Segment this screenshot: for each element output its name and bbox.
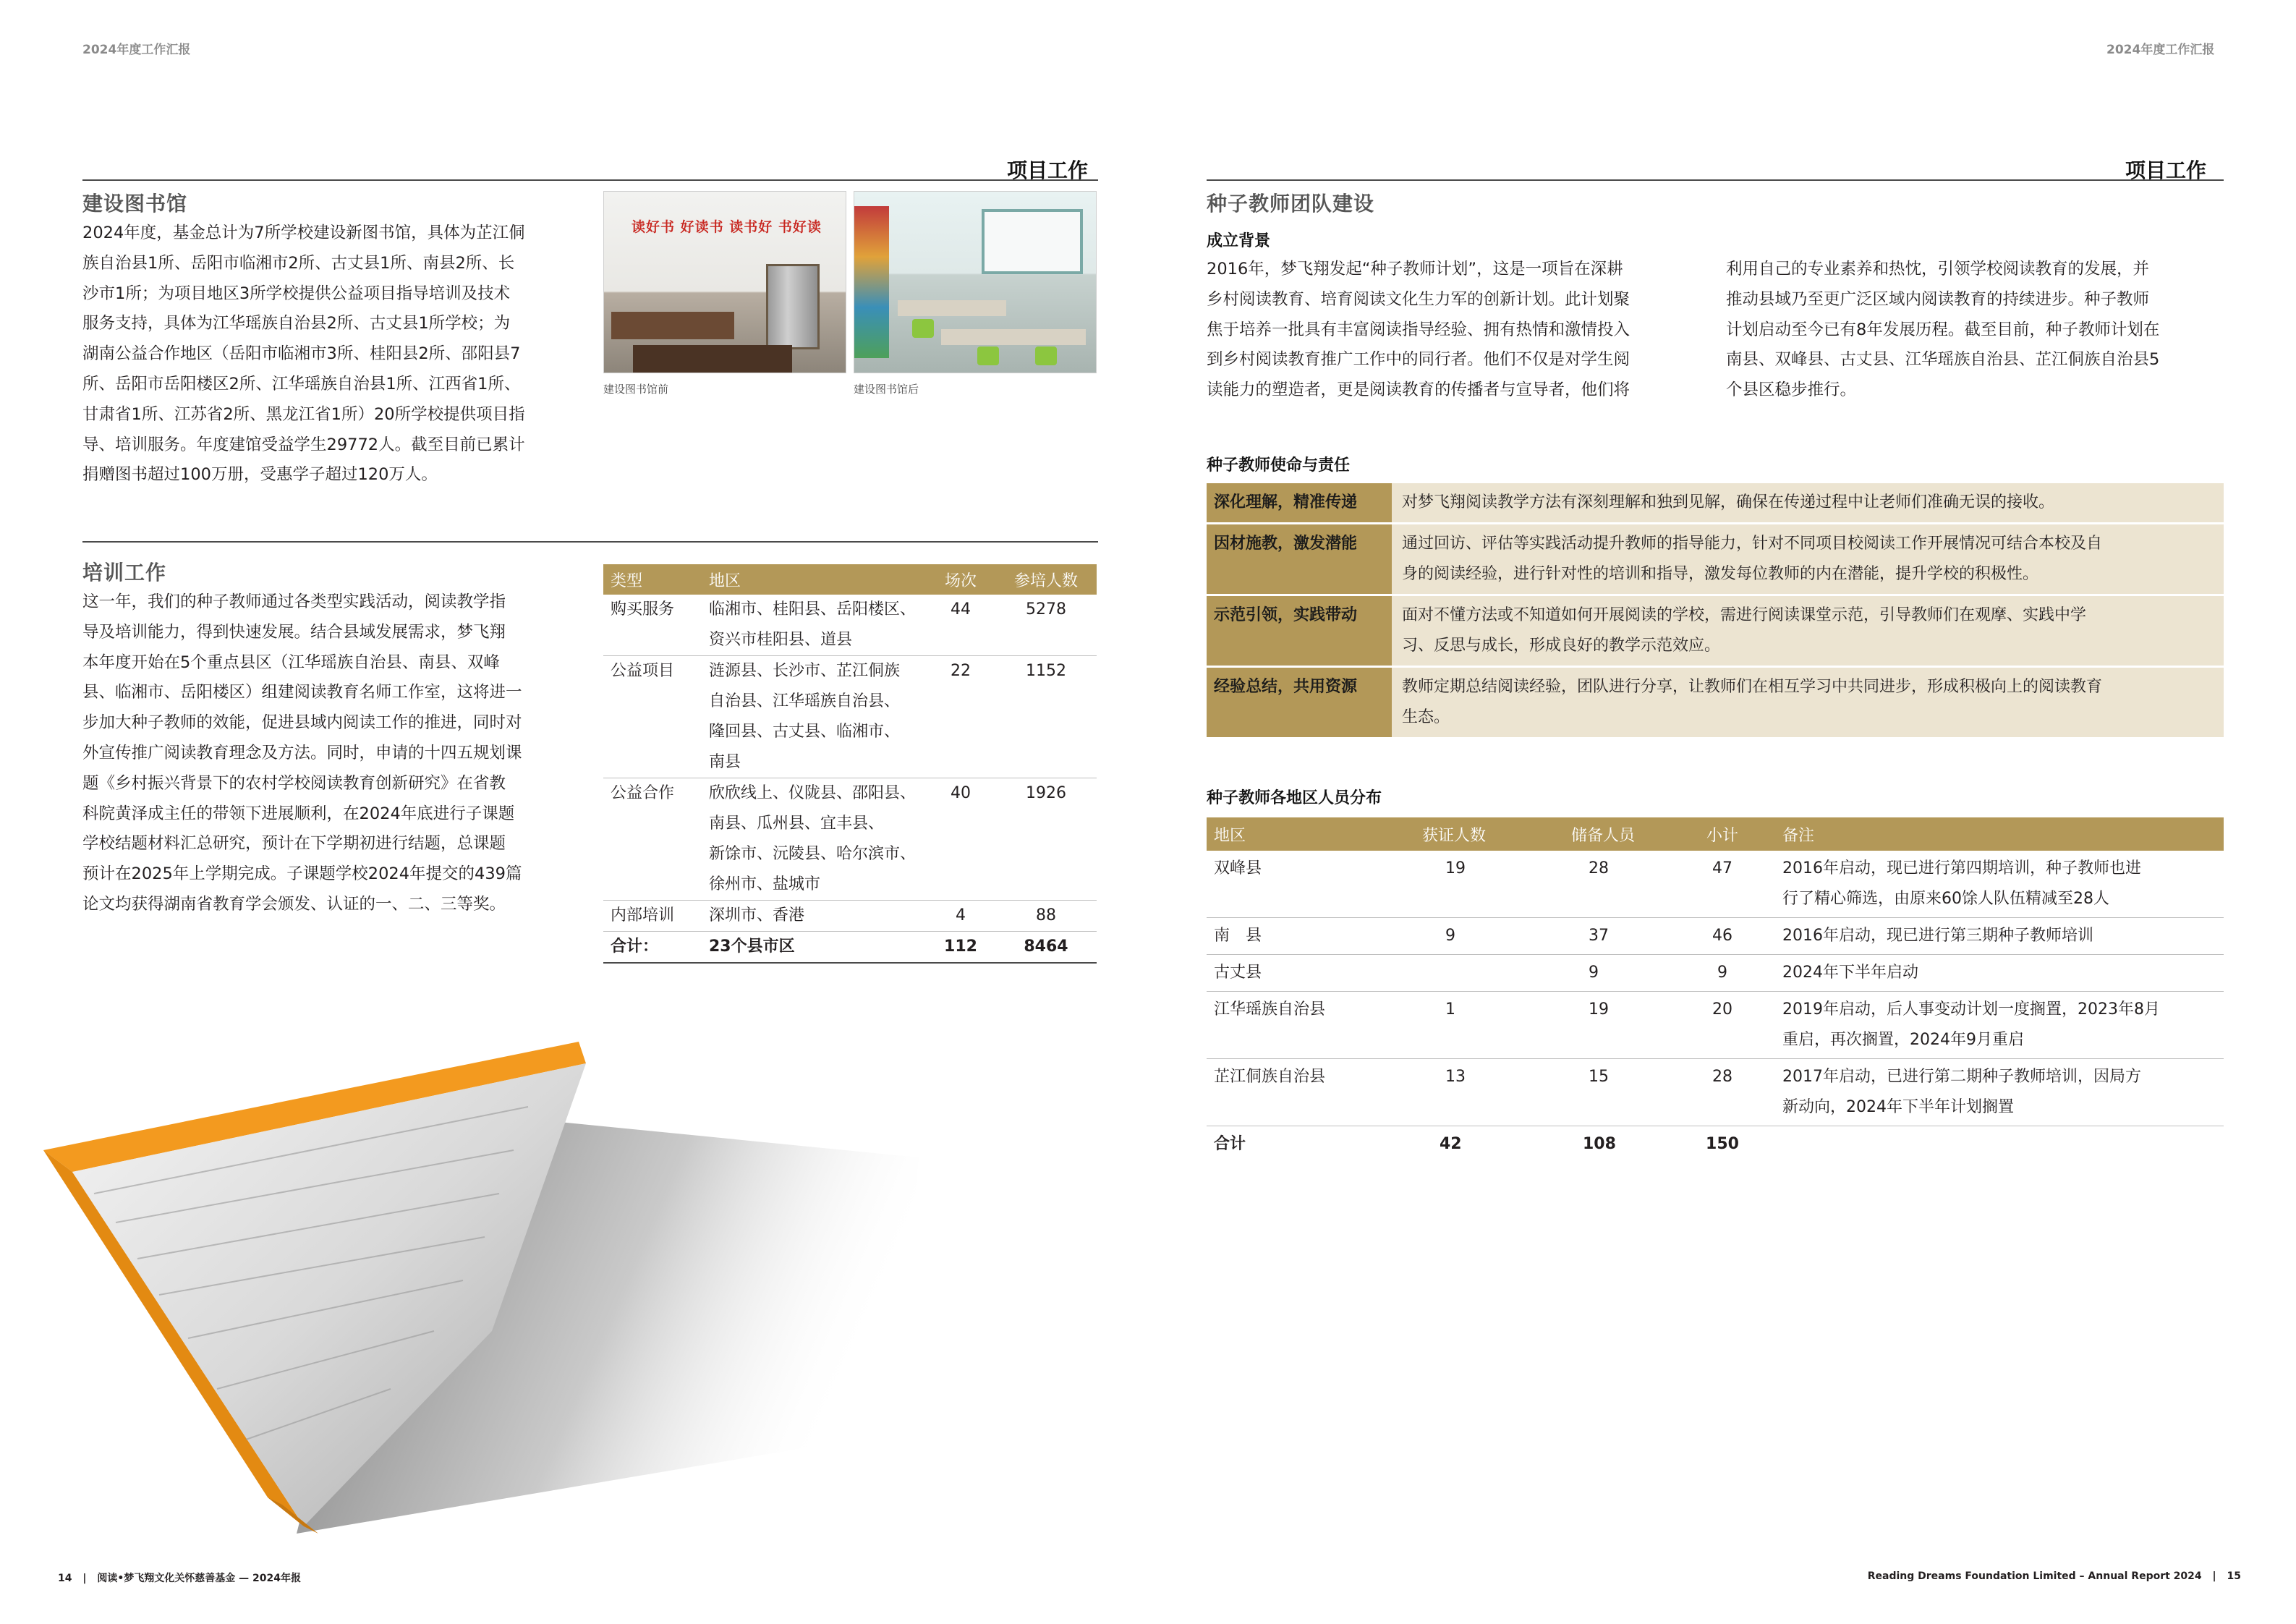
- table-header-row: [603, 564, 1097, 595]
- note-line: 2019年启动，后人事变动计划一度搁置，2023年8月: [1782, 1000, 2160, 1019]
- mission-desc: [1392, 667, 2224, 739]
- cell-sessions: 40: [926, 778, 995, 901]
- total-sessions: 112: [926, 932, 995, 964]
- text-line: 外宣传推广阅读教育理念及方法。同时，申请的十四五规划课: [82, 743, 522, 762]
- library-after-photo: [854, 191, 1097, 373]
- cell-subtotal: 47: [1677, 851, 1768, 918]
- divider-right-top: [1207, 179, 2224, 181]
- distribution-label: 种子教师各地区人员分布: [1207, 789, 1382, 807]
- text-line: 焦于培养一批具有丰富阅读指导经验、拥有热情和激情投入: [1207, 320, 1630, 339]
- text-line: 族自治县1所、岳阳市临湘市2所、古丈县1所、南县2所、长: [82, 253, 515, 273]
- region-line: 深圳市、香港: [709, 906, 805, 924]
- total-subtotal: 150: [1706, 1135, 1739, 1153]
- background-paragraph-col2: [1726, 255, 2225, 406]
- text-line: 捐赠图书超过100万册，受惠学子超过120万人。: [82, 465, 438, 485]
- text-line: 2024年度，基金总计为7所学校建设新图书馆，具体为芷江侗: [82, 224, 525, 242]
- table-total-row: [603, 932, 1097, 964]
- cell-region: [702, 901, 926, 932]
- mission-desc: [1392, 524, 2224, 595]
- training-table: [603, 564, 1097, 964]
- table-row: [1207, 851, 2224, 918]
- region-line: 涟源县、长沙市、芷江侗族: [709, 662, 901, 680]
- photo-caption-before: 建设图书馆前: [603, 383, 669, 396]
- cell-region: 芷江侗族自治县: [1207, 1059, 1393, 1126]
- text-line: 利用自己的专业素养和热忱，引领学校阅读教育的发展，并: [1726, 260, 2150, 279]
- text-line: 本年度开始在5个重点县区（江华瑶族自治县、南县、双峰: [82, 652, 500, 672]
- footer-right: [1868, 1570, 2241, 1582]
- footer-separator: |: [82, 1573, 87, 1584]
- footer-right-text: Reading Dreams Foundation Limited – Annual Report 2024: [1867, 1570, 2202, 1582]
- wall-slogan: 读好书 好读书 读书好 书好读: [632, 219, 822, 235]
- page-number-right: 15: [2227, 1570, 2241, 1582]
- text-line: 沙市1所；为项目地区3所学校提供公益项目指导培训及技术: [82, 284, 511, 303]
- column-header: 类型: [603, 564, 702, 595]
- table-row: [1207, 992, 2224, 1059]
- text-line: 县、临湘市、岳阳楼区）组建阅读教育名师工作室，这将进一: [82, 683, 522, 702]
- new-desk: [941, 329, 1086, 345]
- total-certified: 42: [1440, 1135, 1462, 1153]
- mission-row: [1207, 595, 2224, 667]
- divider-left-middle: [82, 541, 1098, 543]
- cell-region: 古丈县: [1207, 955, 1393, 992]
- cell-people: 1926: [995, 778, 1097, 901]
- cell-subtotal: 46: [1677, 918, 1768, 955]
- table-row: [1207, 1059, 2224, 1126]
- text-line: 所、岳阳市岳阳楼区2所、江华瑶族自治县1所、江西省1所、: [82, 374, 521, 394]
- cell-note: [1768, 851, 2224, 918]
- text-line: 题《乡村振兴背景下的农村学校阅读教育创新研究》在省教: [82, 773, 506, 793]
- mission-desc-line: 生态。: [1402, 708, 1450, 726]
- region-line: 欣欣线上、仪陇县、邵阳县、: [709, 784, 917, 802]
- page-number-left: 14: [58, 1573, 72, 1584]
- note-line: 2017年启动，已进行第二期种子教师培训，因局方: [1782, 1068, 2141, 1086]
- note-line: 2024年下半年启动: [1782, 964, 1918, 982]
- mission-desc: [1392, 595, 2224, 667]
- region-line: 隆回县、古丈县、临湘市、: [709, 723, 901, 741]
- column-header: 获证人数: [1393, 817, 1535, 851]
- total-region: 合计: [1214, 1135, 1246, 1153]
- mission-row: [1207, 667, 2224, 739]
- cell-reserve: 15: [1535, 1059, 1677, 1126]
- text-line: 到乡村阅读教育推广工作中的同行者。他们不仅是对学生阅: [1207, 350, 1630, 370]
- cell-reserve: 19: [1535, 992, 1677, 1059]
- table-row: [603, 778, 1097, 901]
- cell-certified: 13: [1393, 1059, 1535, 1126]
- text-line: 甘肃省1所、江苏省2所、黑龙江省1所）20所学校提供项目指: [82, 404, 525, 424]
- cell-reserve: 9: [1535, 955, 1677, 992]
- column-header: 备注: [1768, 817, 2224, 851]
- cell-type: 公益合作: [603, 778, 702, 901]
- text-line: 读能力的塑造者，更是阅读教育的传播者与宣导者，他们将: [1207, 381, 1630, 400]
- region-line: 自治县、江华瑶族自治县、: [709, 692, 901, 710]
- note-line: 重启，再次搁置，2024年9月重启: [1782, 1031, 2024, 1049]
- note-line: 2016年启动，现已进行第三期种子教师培训: [1782, 927, 2093, 945]
- mission-desc-line: 面对不懂方法或不知道如何开展阅读的学校，需进行阅读课堂示范，引导教师们在观摩、实践中学: [1402, 606, 2087, 624]
- mission-desc: [1392, 483, 2224, 524]
- mission-desc-line: 习、反思与成长，形成良好的教学示范效应。: [1402, 637, 1721, 655]
- footer-left: [58, 1570, 301, 1585]
- training-paragraph: [82, 587, 582, 920]
- mission-row: [1207, 483, 2224, 524]
- mission-label: 因材施教，激发潜能: [1207, 524, 1392, 595]
- divider-left-top: [82, 179, 1098, 181]
- region-line: 资兴市桂阳县、道县: [709, 631, 853, 649]
- cell-subtotal: 20: [1677, 992, 1768, 1059]
- cell-note: [1768, 955, 2224, 992]
- mission-desc-line: 通过回访、评估等实践活动提升教师的指导能力，针对不同项目校阅读工作开展情况可结合本校及自: [1402, 535, 2103, 553]
- cell-people: 5278: [995, 595, 1097, 656]
- footer-separator: |: [2212, 1570, 2216, 1582]
- cell-people: 1152: [995, 656, 1097, 778]
- running-header-left: 2024年度工作汇报: [82, 43, 191, 57]
- region-line: 新馀市、沅陵县、哈尔滨市、: [709, 845, 917, 863]
- total-region: 23个县市区: [702, 932, 926, 964]
- section-heading-right: 项目工作: [2125, 158, 2207, 182]
- text-line: 科院黄泽成主任的带领下进展顺利，在2024年底进行子课题: [82, 804, 515, 823]
- cell-people: 88: [995, 901, 1097, 932]
- cell-certified: 9: [1393, 918, 1535, 955]
- background-paragraph-col1: [1207, 255, 1706, 406]
- mission-label: 经验总结，共用资源: [1207, 667, 1392, 739]
- old-desk: [611, 312, 734, 339]
- cell-region: [702, 778, 926, 901]
- text-line: 学校结题材料汇总研究，预计在下学期初进行结题，总课题: [82, 834, 506, 854]
- mission-desc-line: 身的阅读经验，进行针对性的培训和指导，激发每位教师的内在潜能，提升学校的积极性。: [1402, 565, 2039, 583]
- column-header: 参培人数: [995, 564, 1097, 595]
- mission-desc-line: 对梦飞翔阅读教学方法有深刻理解和独到见解，确保在传递过程中让老师们准确无误的接收。: [1402, 493, 2055, 511]
- region-line: 南县: [709, 753, 741, 771]
- mission-label: 深化理解，精准传递: [1207, 483, 1392, 524]
- seed-teacher-title: 种子教师团队建设: [1207, 192, 1375, 216]
- cell-note: [1768, 992, 2224, 1059]
- text-line: 个县区稳步推行。: [1726, 381, 1857, 400]
- cell-subtotal: 9: [1677, 955, 1768, 992]
- library-title: 建设图书馆: [82, 192, 188, 216]
- note-line: 新动向，2024年下半年计划搁置: [1782, 1098, 2014, 1116]
- cell-certified: 1: [1393, 992, 1535, 1059]
- text-line: 乡村阅读教育、培育阅读文化生力军的创新计划。此计划聚: [1207, 289, 1630, 309]
- cell-sessions: 4: [926, 901, 995, 932]
- cell-region: 南 县: [1207, 918, 1393, 955]
- cell-type: 内部培训: [603, 901, 702, 932]
- cell-region: 江华瑶族自治县: [1207, 992, 1393, 1059]
- old-desk: [633, 345, 792, 373]
- book-illustration: [29, 1027, 926, 1548]
- cell-certified: 19: [1393, 851, 1535, 918]
- chair: [1035, 347, 1057, 365]
- cell-type: 公益项目: [603, 656, 702, 778]
- new-desk: [898, 300, 1006, 316]
- text-line: 湖南公益合作地区（岳阳市临湘市3所、桂阳县2所、邵阳县7: [82, 344, 521, 364]
- mission-row: [1207, 524, 2224, 595]
- text-line: 2016年，梦飞翔发起“种子教师计划”，这是一项旨在深耕: [1207, 260, 1623, 279]
- background-label: 成立背景: [1207, 232, 1271, 250]
- total-note: [1768, 1126, 2224, 1163]
- column-header: 地区: [702, 564, 926, 595]
- region-line: 南县、瓜州县、宜丰县、: [709, 815, 885, 833]
- total-label: 合计：: [603, 932, 702, 964]
- table-row: [603, 901, 1097, 932]
- bookshelf: [854, 206, 889, 358]
- mission-table: [1207, 483, 2224, 739]
- column-header: 场次: [926, 564, 995, 595]
- cell-region: 双峰县: [1207, 851, 1393, 918]
- cell-reserve: 37: [1535, 918, 1677, 955]
- region-line: 徐州市、盐城市: [709, 875, 821, 893]
- text-line: 导、培训服务。年度建馆受益学生29772人。截至目前已累计: [82, 435, 525, 454]
- table-header-row: [1207, 817, 2224, 851]
- cell-subtotal: 28: [1677, 1059, 1768, 1126]
- library-paragraph: [82, 218, 582, 490]
- text-line: 南县、双峰县、古丈县、江华瑶族自治县、芷江侗族自治县5: [1726, 350, 2160, 370]
- training-title: 培训工作: [82, 561, 167, 584]
- note-line: 2016年启动，现已进行第四期培训，种子教师也进: [1782, 859, 2141, 877]
- text-line: 步加大种子教师的效能，促进县域内阅读工作的推进，同时对: [82, 713, 522, 733]
- table-row: [1207, 955, 2224, 992]
- text-line: 这一年，我们的种子教师通过各类型实践活动，阅读教学指: [82, 592, 506, 611]
- table-total-row: [1207, 1126, 2224, 1163]
- cell-type: 购买服务: [603, 595, 702, 656]
- footer-left-text: 阅读•梦飞翔文化关怀慈善基金 — 2024年报: [97, 1573, 302, 1584]
- text-line: 预计在2025年上学期完成。子课题学校2024年提交的439篇: [82, 864, 522, 884]
- window: [982, 209, 1083, 274]
- cell-reserve: 28: [1535, 851, 1677, 918]
- chair: [977, 347, 999, 365]
- door: [766, 264, 820, 349]
- cell-sessions: 44: [926, 595, 995, 656]
- mission-label: 示范引领，实践带动: [1207, 595, 1392, 667]
- library-before-photo: [603, 191, 846, 373]
- table-row: [1207, 918, 2224, 955]
- note-line: 行了精心筛选，由原来60馀人队伍精减至28人: [1782, 890, 2109, 908]
- column-header: 储备人员: [1535, 817, 1677, 851]
- cell-note: [1768, 918, 2224, 955]
- cell-note: [1768, 1059, 2224, 1126]
- cell-region: [702, 656, 926, 778]
- text-line: 导及培训能力，得到快速发展。结合县域发展需求，梦飞翔: [82, 622, 506, 642]
- section-heading-left: 项目工作: [1007, 158, 1089, 182]
- photo-caption-after: 建设图书馆后: [854, 383, 919, 396]
- region-line: 临湘市、桂阳县、岳阳楼区、: [709, 600, 917, 618]
- mission-desc-line: 教师定期总结阅读经验，团队进行分享，让教师们在相互学习中共同进步，形成积极向上的阅读教育: [1402, 678, 2103, 696]
- table-row: [603, 656, 1097, 778]
- distribution-table: [1207, 817, 2224, 1162]
- total-reserve: 108: [1583, 1135, 1616, 1153]
- cell-certified: [1393, 955, 1535, 992]
- column-header: 地区: [1207, 817, 1393, 851]
- total-people: 8464: [995, 932, 1097, 964]
- text-line: 推动县域乃至更广泛区域内阅读教育的持续进步。种子教师: [1726, 289, 2150, 309]
- text-line: 计划启动至今已有8年发展历程。截至目前，种子教师计划在: [1726, 320, 2160, 339]
- cell-sessions: 22: [926, 656, 995, 778]
- cell-region: [702, 595, 926, 656]
- table-row: [603, 595, 1097, 656]
- text-line: 服务支持，具体为江华瑶族自治县2所、古丈县1所学校；为: [82, 314, 511, 333]
- chair: [912, 319, 934, 338]
- text-line: 论文均获得湖南省教育学会颁发、认证的一、二、三等奖。: [82, 894, 506, 914]
- column-header: 小计: [1677, 817, 1768, 851]
- mission-label: 种子教师使命与责任: [1207, 456, 1351, 475]
- running-header-right: 2024年度工作汇报: [2106, 43, 2215, 57]
